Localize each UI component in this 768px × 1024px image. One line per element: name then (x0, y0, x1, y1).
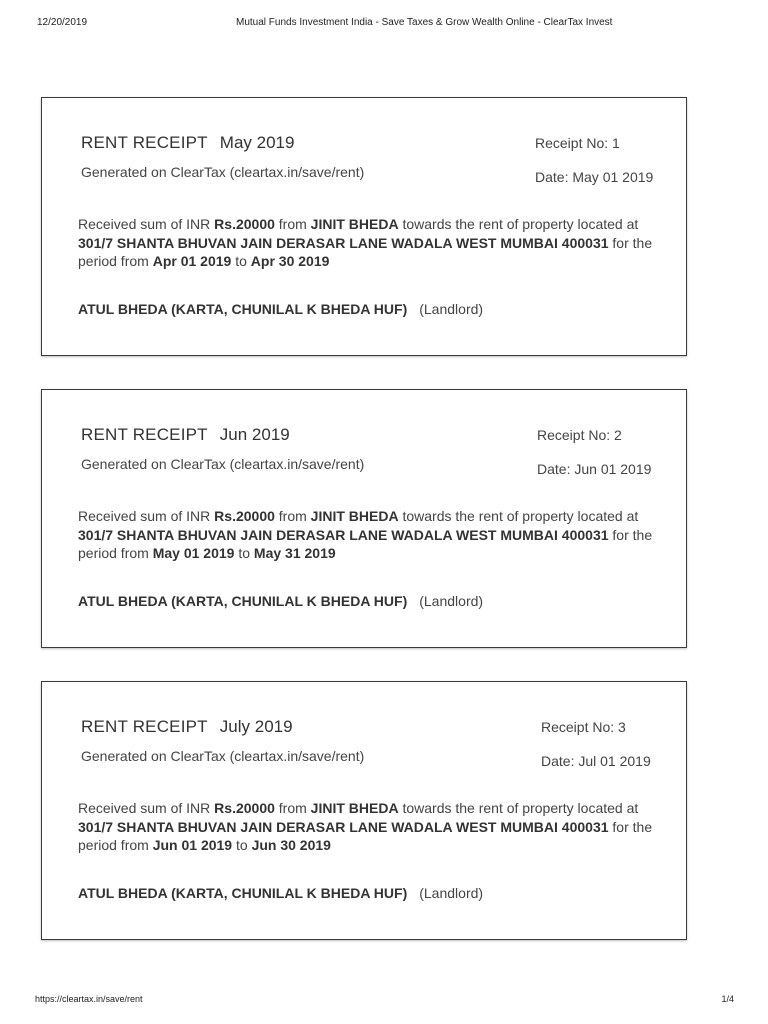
body-text-from: from (274, 216, 311, 232)
rent-receipt-card (41, 389, 687, 648)
print-page-title: Mutual Funds Investment India - Save Taxes & Grow Wealth Online - ClearTax Invest (236, 17, 613, 28)
receipt-heading (81, 425, 290, 445)
property-address: 301/7 SHANTA BHUVAN JAIN DERASAR LANE WADALA WEST MUMBAI 400031 (78, 818, 609, 835)
body-text-from: from (274, 800, 311, 816)
receipt-title: RENT RECEIPT (81, 133, 208, 152)
receipt-number: Receipt No: 2 (537, 427, 622, 443)
print-date: 12/20/2019 (37, 17, 88, 28)
receipt-title: RENT RECEIPT (81, 425, 208, 444)
receipt-heading (81, 717, 293, 737)
rent-amount: Rs.20000 (214, 216, 275, 232)
period-to: Jun 30 2019 (251, 837, 331, 853)
page-number: 1/4 (721, 994, 734, 1004)
body-text-period: for the period from (78, 818, 653, 853)
print-url: https://cleartax.in/save/rent (35, 994, 143, 1004)
body-text-towards: towards the rent of property located at (398, 216, 639, 232)
receipt-body (78, 799, 668, 855)
rent-receipt-card (41, 97, 687, 356)
landlord-line (78, 885, 483, 901)
period-to: May 31 2019 (253, 545, 336, 561)
generated-note: Generated on ClearTax (cleartax.in/save/rent) (81, 748, 365, 764)
rent-receipt-card (41, 681, 687, 940)
body-text-period: for the period from (78, 526, 653, 561)
rent-amount: Rs.20000 (214, 508, 275, 524)
body-text-prefix: Received sum of INR (78, 800, 215, 816)
landlord-role: (Landlord) (419, 593, 484, 609)
body-text-to: to (232, 837, 252, 853)
body-text-towards: towards the rent of property located at (398, 508, 639, 524)
receipt-heading (81, 133, 294, 153)
tenant-name: JINIT BHEDA (310, 800, 399, 816)
property-address: 301/7 SHANTA BHUVAN JAIN DERASAR LANE WADALA WEST MUMBAI 400031 (78, 526, 609, 543)
receipt-month: July 2019 (219, 717, 293, 736)
property-address: 301/7 SHANTA BHUVAN JAIN DERASAR LANE WADALA WEST MUMBAI 400031 (78, 234, 609, 251)
receipt-date: Date: Jul 01 2019 (541, 753, 651, 769)
receipt-body (78, 215, 668, 271)
generated-note: Generated on ClearTax (cleartax.in/save/rent) (81, 456, 365, 472)
landlord-name: ATUL BHEDA (KARTA, CHUNILAL K BHEDA HUF) (78, 301, 408, 317)
rent-amount: Rs.20000 (214, 800, 275, 816)
receipt-body (78, 507, 668, 563)
receipt-date: Date: Jun 01 2019 (537, 461, 652, 477)
body-text-to: to (234, 545, 254, 561)
tenant-name: JINIT BHEDA (310, 508, 399, 524)
receipt-date: Date: May 01 2019 (535, 169, 654, 185)
print-footer (0, 994, 768, 1008)
landlord-role: (Landlord) (419, 301, 484, 317)
body-text-prefix: Received sum of INR (78, 508, 215, 524)
body-text-to: to (231, 253, 251, 269)
period-to: Apr 30 2019 (250, 253, 330, 269)
period-from: Apr 01 2019 (152, 253, 232, 269)
tenant-name: JINIT BHEDA (310, 216, 399, 232)
landlord-name: ATUL BHEDA (KARTA, CHUNILAL K BHEDA HUF) (78, 885, 408, 901)
body-text-period: for the period from (78, 234, 653, 269)
body-text-towards: towards the rent of property located at (398, 800, 639, 816)
body-text-from: from (274, 508, 311, 524)
generated-note: Generated on ClearTax (cleartax.in/save/rent) (81, 164, 365, 180)
body-text-prefix: Received sum of INR (78, 216, 215, 232)
landlord-role: (Landlord) (419, 885, 484, 901)
period-from: May 01 2019 (152, 545, 235, 561)
receipt-title: RENT RECEIPT (81, 717, 208, 736)
landlord-name: ATUL BHEDA (KARTA, CHUNILAL K BHEDA HUF) (78, 593, 408, 609)
landlord-line (78, 301, 483, 317)
receipt-number: Receipt No: 1 (535, 135, 620, 151)
landlord-line (78, 593, 483, 609)
print-header (0, 17, 768, 31)
receipt-month: Jun 2019 (219, 425, 290, 444)
receipt-number: Receipt No: 3 (541, 719, 626, 735)
period-from: Jun 01 2019 (152, 837, 233, 853)
receipt-month: May 2019 (219, 133, 295, 152)
